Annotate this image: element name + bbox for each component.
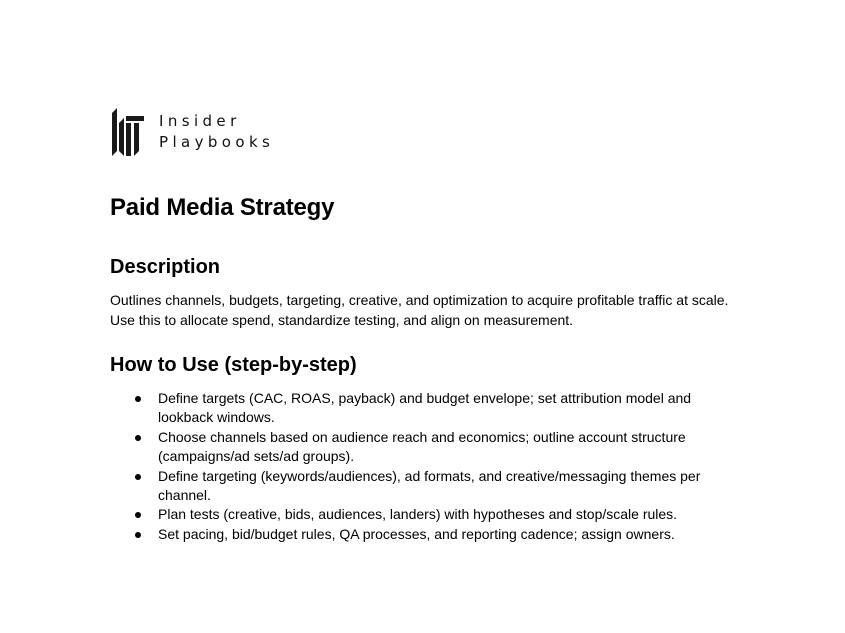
step-text: Choose channels based on audience reach and economics; outline account structure (campaigns/ad sets/ad groups). bbox=[158, 428, 686, 465]
step-text: Define targets (CAC, ROAS, payback) and budget envelope; set attribution model and lookback windows. bbox=[158, 390, 692, 426]
step-item-4 bbox=[110, 505, 740, 524]
step-text: Plan tests (creative, bids, audiences, landers) with hypotheses and stop/scale rules. bbox=[158, 506, 678, 523]
step-text: Define targeting (keywords/audiences), ad formats, and creative/messaging themes per channel. bbox=[158, 467, 701, 504]
bullet-icon bbox=[135, 396, 141, 402]
bullet-icon bbox=[135, 435, 141, 441]
brand-name-line-2: Playbooks bbox=[159, 133, 275, 151]
step-text: Set pacing, bid/budget rules, QA processes, and reporting cadence; assign owners. bbox=[158, 525, 675, 542]
brand-name bbox=[159, 111, 274, 153]
step-item-2 bbox=[110, 428, 740, 467]
step-item-3 bbox=[110, 467, 740, 506]
insider-playbooks-logo-icon bbox=[110, 106, 146, 158]
how-to-use-steps bbox=[110, 389, 740, 544]
bullet-icon bbox=[135, 512, 141, 518]
how-to-use-heading: How to Use (step-by-step) bbox=[110, 354, 357, 376]
step-item-1 bbox=[110, 389, 740, 428]
brand-logo bbox=[110, 106, 274, 158]
description-body: Outlines channels, budgets, targeting, creative, and optimization to acquire profitable traffic at scale. Use this to allocate spend, standardize testing, and align on measurement. bbox=[110, 292, 729, 328]
bullet-icon bbox=[135, 532, 141, 538]
step-item-5 bbox=[110, 525, 740, 544]
brand-name-line-1: Insider bbox=[159, 112, 241, 130]
description-heading: Description bbox=[110, 256, 221, 278]
page-title: Paid Media Strategy bbox=[110, 194, 335, 221]
bullet-icon bbox=[135, 474, 141, 480]
